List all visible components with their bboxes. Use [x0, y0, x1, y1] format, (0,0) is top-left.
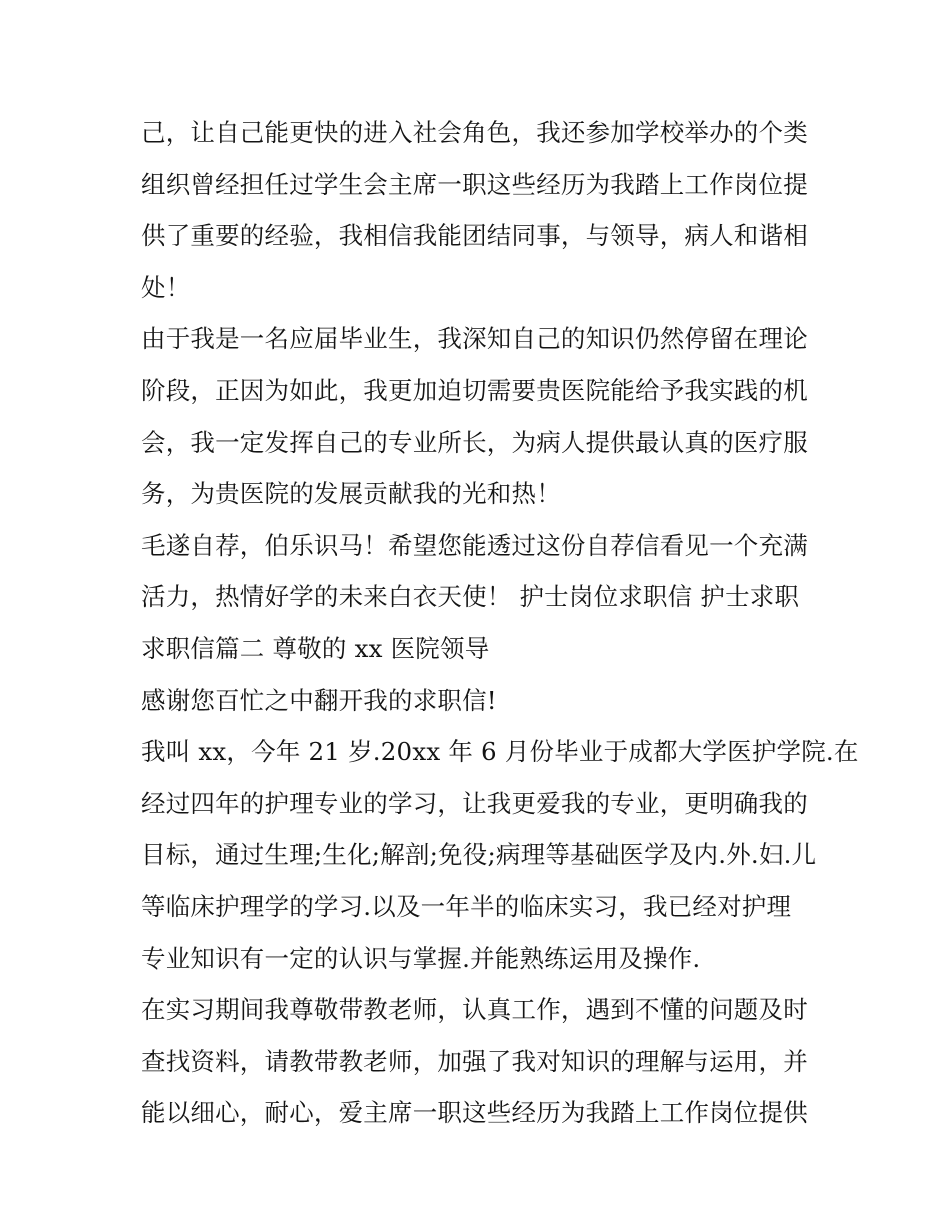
text-line: 毛遂自荐，伯乐识马！希望您能透过这份自荐信看见一个充满 [141, 530, 808, 560]
text-line: 在实习期间我尊敬带教老师，认真工作，遇到不懂的问题及时 [141, 995, 808, 1025]
text-line: 组织曾经担任过学生会主席一职这些经历为我踏上工作岗位提 [141, 169, 808, 199]
text-line: 等临床护理学的学习.以及一年半的临床实习，我已经对护理 [141, 891, 792, 921]
text-line: 感谢您百忙之中翻开我的求职信! [141, 685, 497, 715]
document-body [141, 107, 859, 1139]
text-line: 目标，通过生理;生化;解剖;免役;病理等基础医学及内.外.妇.儿 [141, 840, 817, 870]
text-line: 己，让自己能更快的进入社会角色，我还参加学校举办的个类 [141, 118, 808, 147]
text-line: 处！ [141, 272, 191, 302]
text-line: 供了重要的经验，我相信我能团结同事，与领导，病人和谐相 [141, 221, 808, 251]
text-line: 阶段，正因为如此，我更加迫切需要贵医院能给予我实践的机 [141, 375, 808, 405]
text-line: 会，我一定发挥自己的专业所长，为病人提供最认真的医疗服 [141, 427, 808, 457]
text-line: 务，为贵医院的发展贡献我的光和热！ [141, 479, 561, 509]
text-line: 由于我是一名应届毕业生，我深知自己的知识仍然停留在理论 [141, 324, 808, 354]
text-line: 求职信篇二 尊敬的 xx 医院领导 [141, 633, 490, 663]
text-line: 专业知识有一定的认识与掌握.并能熟练运用及操作. [141, 943, 701, 973]
text-line: 活力，热情好学的未来白衣天使！ 护士岗位求职信 护士求职 [141, 582, 800, 612]
text-line: 我叫 xx，今年 21 岁.20xx 年 6 月份毕业于成都大学医护学院.在 [141, 737, 859, 767]
text-line: 经过四年的护理专业的学习，让我更爱我的专业，更明确我的 [141, 788, 808, 818]
text-line: 能以细心，耐心，爱主席一职这些经历为我踏上工作岗位提供 [141, 1098, 808, 1128]
text-line: 查找资料，请教带教老师，加强了我对知识的理解与运用，并 [141, 1046, 808, 1076]
